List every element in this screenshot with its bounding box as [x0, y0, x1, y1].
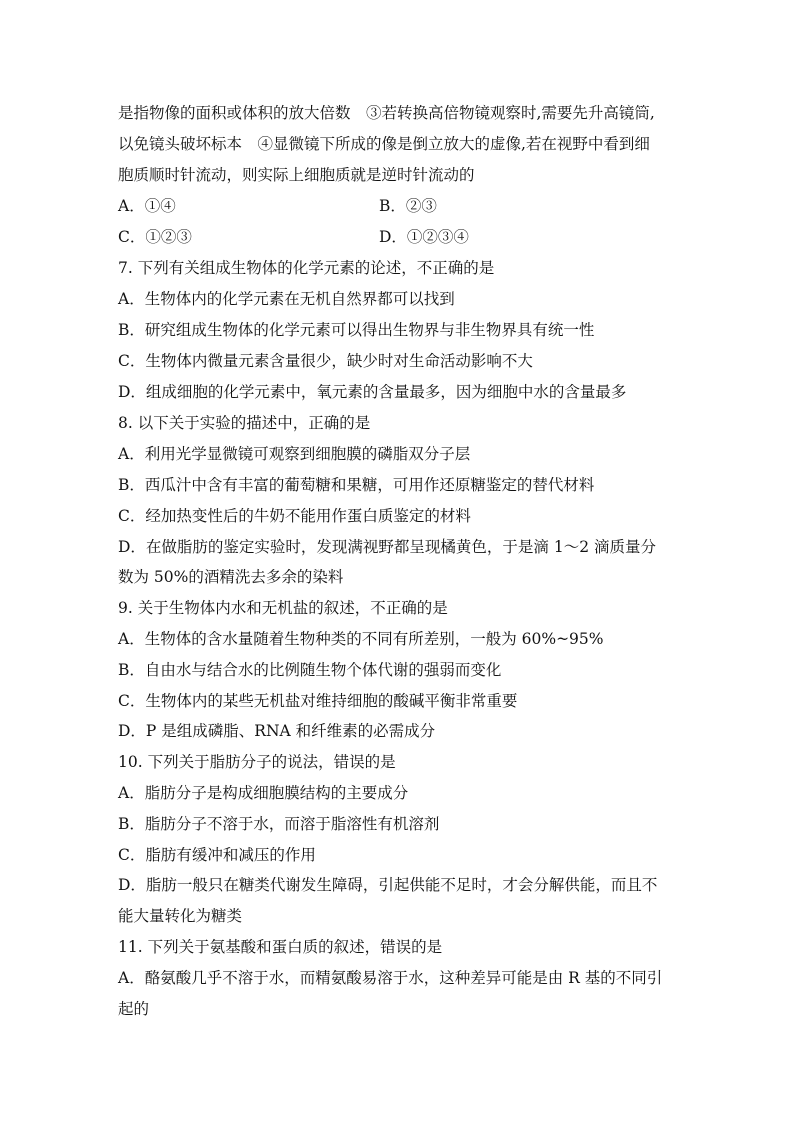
- q7-option-d: D．组成细胞的化学元素中，氧元素的含量最多，因为细胞中水的含量最多: [118, 383, 627, 401]
- q7-option-b: B．研究组成生物体的化学元素可以得出生物界与非生物界具有统一性: [118, 321, 595, 339]
- q11-option-a-line-2: 起的: [118, 1000, 150, 1018]
- q6-option-a: A．①④: [118, 197, 176, 215]
- q8-option-d-line-1: D．在做脂肪的鉴定实验时，发现满视野都呈现橘黄色，于是滴 1～2 滴质量分: [118, 538, 657, 556]
- q10-option-d-line-2: 能大量转化为糖类: [118, 907, 243, 925]
- q11-option-a-line-1: A．酪氨酸几乎不溶于水，而精氨酸易溶于水，这种差异可能是由 R 基的不同引: [118, 969, 663, 987]
- q6-option-b: B．②③: [379, 197, 437, 215]
- q6-option-d: D．①②③④: [379, 228, 469, 246]
- q9-option-c: C．生物体内的某些无机盐对维持细胞的酸碱平衡非常重要: [118, 692, 518, 710]
- q8-option-b: B．西瓜汁中含有丰富的葡萄糖和果糖，可用作还原糖鉴定的替代材料: [118, 476, 595, 494]
- q10-stem: 10. 下列关于脂肪分子的说法，错误的是: [118, 753, 396, 771]
- q6-continuation-line-1: 是指物像的面积或体积的放大倍数 ③若转换高倍物镜观察时,需要先升高镜筒,: [118, 104, 655, 122]
- q6-option-c: C．①②③: [118, 228, 192, 246]
- q11-stem: 11. 下列关于氨基酸和蛋白质的叙述，错误的是: [118, 938, 443, 956]
- q6-continuation-line-2: 以免镜头破坏标本 ④显微镜下所成的像是倒立放大的虚像,若在视野中看到细: [118, 135, 650, 153]
- q10-option-c: C．脂肪有缓冲和减压的作用: [118, 846, 316, 864]
- q9-option-b: B．自由水与结合水的比例随生物个体代谢的强弱而变化: [118, 661, 502, 679]
- q7-option-c: C．生物体内微量元素含量很少，缺少时对生命活动影响不大: [118, 352, 533, 370]
- q9-option-d: D．P 是组成磷脂、RNA 和纤维素的必需成分: [118, 722, 436, 740]
- q8-option-a: A．利用光学显微镜可观察到细胞膜的磷脂双分子层: [118, 445, 471, 463]
- q10-option-b: B．脂肪分子不溶于水，而溶于脂溶性有机溶剂: [118, 815, 440, 833]
- q10-option-a: A．脂肪分子是构成细胞膜结构的主要成分: [118, 784, 409, 802]
- q9-option-a: A．生物体的含水量随着生物种类的不同有所差别，一般为 60%~95%: [118, 630, 604, 648]
- q10-option-d-line-1: D．脂肪一般只在糖类代谢发生障碍，引起供能不足时，才会分解供能，而且不: [118, 876, 658, 894]
- q8-option-c: C．经加热变性后的牛奶不能用作蛋白质鉴定的材料: [118, 507, 471, 525]
- q8-stem: 8. 以下关于实验的描述中，正确的是: [118, 414, 371, 432]
- q6-continuation-line-3: 胞质顺时针流动，则实际上细胞质就是逆时针流动的: [118, 166, 475, 184]
- q7-option-a: A．生物体内的化学元素在无机自然界都可以找到: [118, 290, 455, 308]
- q9-stem: 9. 关于生物体内水和无机盐的叙述，不正确的是: [118, 599, 448, 617]
- q8-option-d-line-2: 数为 50%的酒精洗去多余的染料: [118, 568, 344, 586]
- q7-stem: 7. 下列有关组成生物体的化学元素的论述，不正确的是: [118, 259, 495, 277]
